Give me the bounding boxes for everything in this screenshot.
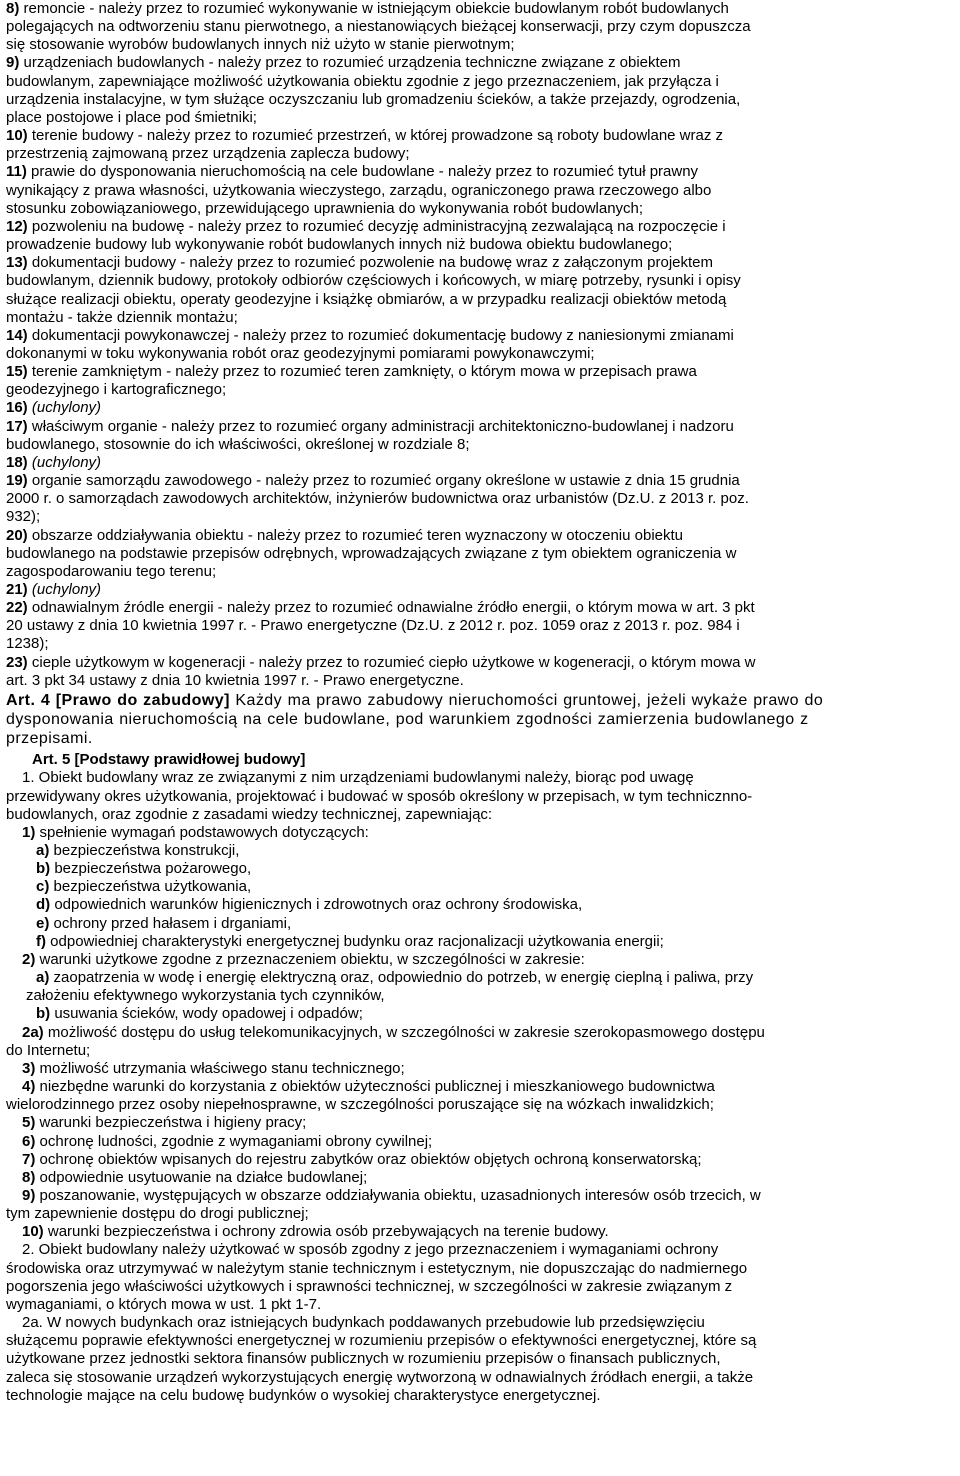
item-text: odpowiednich warunków higienicznych i zdrowotnych oraz ochrony środowiska, [50,896,583,914]
item-text: urządzenia instalacyjne, w tym służące oczyszczaniu lub gromadzeniu ścieków, a także przejazdy, ogrodzenia, [6,90,741,108]
item-text: odpowiednie usytuowanie na działce budowlanej; [35,1168,368,1186]
item-number: d) [36,896,51,914]
item-text: warunki bezpieczeństwa i higieny pracy; [35,1114,307,1132]
art3-line [6,508,952,526]
art5-line [6,896,952,914]
item-number: 10) [6,127,28,145]
item-text: odnawialnym źródle energii - należy przez to rozumieć odnawialne źródło energii, o którym mowa w art. 3 pkt [27,599,755,617]
art5-line [6,1350,952,1368]
art5-line [6,806,952,824]
art3-line [6,635,952,653]
art5-line [6,860,952,878]
item-text: bezpieczeństwa konstrukcji, [49,842,240,859]
item-text: dokumentacji budowy - należy przez to rozumieć pozwolenie na budowę wraz z załączonym projektem [27,254,714,272]
item-text: 1238); [6,635,49,653]
art5-line [6,933,952,951]
art3-line [6,436,952,454]
art5-line [6,1005,952,1023]
item-text: właściwym organie - należy przez to rozumieć organy administracji architektoniczno-budowlanej i nadzoru [27,417,734,435]
item-text: pogorszenia jego właściwości użytkowych i sprawności technicznej, w szczególności w zakresie związanym z [6,1277,733,1295]
art4-text-1: Każdy ma prawo zabudowy nieruchomości gruntowej, jeżeli wykaże prawo do [229,691,824,709]
item-text: służące realizacji obiektu, operaty geodezyjne i książkę obmiarów, a w przypadku realizacji obiektów metodą [6,290,727,308]
art5-line [6,1241,952,1259]
art3-line [6,127,952,145]
item-text: terenie zamkniętym - należy przez to rozumieć teren zamknięty, o którym mowa w przepisach prawa [27,363,697,381]
item-text: budowlanych, oraz zgodnie z zasadami wiedzy technicznej, zapewniając: [6,805,493,823]
art3-line [6,527,952,545]
art3-line [6,36,952,54]
art5-line [6,969,952,987]
item-text: budowlanego na podstawie przepisów odrębnych, wprowadzających związane z tym obiektem ograniczenia w [6,544,737,562]
item-text: technologie mające na celu budowę budynków o wysokiej charakterystyce energetycznej. [6,1386,601,1404]
art5-line [6,1096,952,1114]
item-number: 4) [22,1078,36,1096]
item-number: 23) [6,653,28,671]
item-text: 2a. W nowych budynkach oraz istniejących budynkach poddawanych przebudowie lub przedsięwzięciu [22,1314,705,1332]
item-text: warunki użytkowe zgodne z przeznaczeniem obiektu, w szczególności w zakresie: [35,950,585,968]
item-number: a) [36,969,50,987]
item-text: zagospodarowaniu tego terenu; [6,562,217,580]
art5-line [6,1078,952,1096]
item-text: budowlanym, zapewniające możliwość użytkowania obiektu zgodnie z jego przeznaczeniem, jak przyłącza i [6,72,719,90]
art3-line [6,472,952,490]
art5-line [6,1387,952,1405]
item-number: 11) [6,163,27,181]
item-number: 18) [6,453,28,471]
art5-line [6,824,952,842]
item-text: ochronę obiektów wpisanych do rejestru zabytków oraz obiektów objętych ochroną konserwatorską; [35,1150,702,1168]
item-text: przewidywany okres użytkowania, projektować i budować w sposób określony w przepisach, w tym technicznno- [6,787,753,805]
art5-line [6,1314,952,1332]
art5-line [6,769,952,787]
art3-line [6,454,952,472]
art5-line [6,1369,952,1387]
art5-line [6,1024,952,1042]
item-text: organie samorządu zawodowego - należy przez to rozumieć organy określone w ustawie z dnia 15 grudnia [27,472,740,490]
item-text: możliwość dostępu do usług telekomunikacyjnych, w szczególności w zakresie szerokopasmowego dostępu [43,1023,765,1041]
art3-line [6,345,952,363]
art3-line [6,418,952,436]
item-text: wynikający z prawa własności, użytkowania wieczystego, zarządu, ograniczonego prawa rzeczowego albo [6,181,712,199]
art5-line [6,1332,952,1350]
art5-line [6,878,952,896]
item-text: geodezyjnego i kartograficznego; [6,381,227,399]
item-text: 932); [6,508,41,526]
item-text: 20 ustawy z dnia 10 kwietnia 1997 r. - Prawo energetyczne (Dz.U. z 2012 r. poz. 1059 oraz z 2013 r. poz. 984 i [6,617,740,635]
art3-line [6,363,952,381]
art5-line [6,1278,952,1296]
art3-line [6,163,952,181]
art5-line [6,1114,952,1132]
art3-line [6,200,952,218]
art3-line [6,145,952,163]
item-text: warunki bezpieczeństwa i ochrony zdrowia osób przebywających na terenie budowy. [43,1223,609,1241]
item-text: bezpieczeństwa pożarowego, [50,860,252,878]
art4-line-2: dysponowania nieruchomością na cele budowlane, pod warunkiem zgodności zamierzenia budowlanego z [6,711,809,729]
item-text: 2000 r. o samorządach zawodowych architektów, inżynierów budownictwa oraz urbanistów (Dz.U. z 2013 r. poz. [6,490,749,508]
art5-line [6,951,952,969]
item-text: ochrony przed hałasem i drganiami, [49,914,292,932]
art3-line [6,617,952,635]
item-text: do Internetu; [6,1041,91,1059]
item-number: 22) [6,599,28,617]
item-text: (uchylony) [27,453,102,471]
item-text: terenie budowy - należy przez to rozumieć przestrzeń, w której prowadzone są roboty budowlane wraz z [27,127,724,145]
item-text: obszarze oddziaływania obiektu - należy przez to rozumieć teren wyznaczony w otoczeniu obiektu [27,526,684,544]
item-text: zaopatrzenia w wodę i energię elektryczną oraz, odpowiednio do potrzeb, w energię cieplną i paliwa, przy [49,969,754,987]
item-number: 17) [6,417,28,435]
item-text: budowlanym, dziennik budowy, protokoły odbiorów częściowych i końcowych, w miarę potrzeby, rysunki i opisy [6,272,741,290]
art3-line [6,309,952,327]
item-text: art. 3 pkt 34 ustawy z dnia 10 kwietnia 1997 r. - Prawo energetyczne. [6,671,464,689]
art4-line-1 [6,691,952,710]
art5-line [6,1042,952,1060]
art4-line-3: przepisami. [6,730,93,748]
art3-line [6,272,952,290]
item-text: 2. Obiekt budowlany należy użytkować w sposób zgodny z jego przeznaczeniem i wymaganiami ochrony [22,1241,719,1259]
item-number: 15) [6,363,28,381]
item-text: użytkowane przez jednostki sektora finansów publicznych w rozumieniu przepisów o finansach publicznych, [6,1350,721,1368]
item-number: 21) [6,581,28,598]
item-text: odpowiedniej charakterystyki energetycznej budynku oraz racjonalizacji użytkowania energii; [46,932,664,950]
art3-line [6,254,952,272]
item-text: 1. Obiekt budowlany wraz ze związanymi z nim urządzeniami budowlanymi należy, biorąc pod uwagę [22,769,694,787]
art3-line [6,291,952,309]
art3-line [6,109,952,127]
item-text: środowiska oraz utrzymywać w należytym stanie technicznym i estetycznym, nie dopuszczając do nadmiernego [6,1259,748,1277]
art5-label: Art. 5 [Podstawy prawidłowej budowy] [32,751,306,769]
item-text: usuwania ścieków, wody opadowej i odpadów; [50,1005,363,1023]
art3-line [6,236,952,254]
item-text: place postojowe i place pod śmietniki; [6,108,257,126]
art5-section [6,751,952,1405]
item-number: b) [36,860,51,878]
item-number: 2) [22,950,36,968]
art4-label: Art. 4 [Prawo do zabudowy] [6,691,230,709]
art3-line [6,327,952,345]
item-text: tym zapewnienie dostępu do drogi publicznej; [6,1205,309,1223]
art5-line [6,1223,952,1241]
art5-line [6,915,952,933]
item-number: 9) [6,54,20,72]
art3-line [6,381,952,399]
art3-line [6,672,952,690]
item-text: montażu - także dziennik montażu; [6,308,238,326]
item-text: ochronę ludności, zgodnie z wymaganiami obrony cywilnej; [35,1132,433,1150]
art5-line [6,987,952,1005]
art3-line [6,218,952,236]
art5-line [6,1133,952,1151]
item-text: urządzeniach budowlanych - należy przez to rozumieć urządzenia techniczne związane z obiektem [19,54,681,72]
art5-line [6,842,952,860]
item-text: wielorodzinnego przez osoby niepełnosprawne, w szczególności poruszające się na wózkach inwalidzkich; [6,1096,714,1114]
art3-line [6,599,952,617]
item-number: f) [36,932,46,950]
art5-line [6,1205,952,1223]
art3-line [6,545,952,563]
item-text: się stosowanie wyrobów budowlanych innych niż użyto w stanie pierwotnym; [6,36,515,54]
art3-line [6,399,952,417]
art5-line [6,1169,952,1187]
art3-line [6,54,952,72]
item-text: (uchylony) [27,399,102,417]
art3-line [6,91,952,109]
item-number: 7) [22,1150,36,1168]
item-text: budowlanego, stosownie do ich właściwości, określonej w rozdziale 8; [6,435,470,453]
item-text: poszanowanie, występujących w obszarze oddziaływania obiektu, uzasadnionych interesów osób trzecich, w [35,1186,761,1204]
item-text: dokumentacji powykonawczej - należy przez to rozumieć dokumentację budowy z naniesionymi zmianami [27,326,734,344]
art3-line [6,18,952,36]
art5-line [6,1296,952,1314]
art5-line [6,1260,952,1278]
art5-line [6,1151,952,1169]
item-number: 6) [22,1132,36,1150]
item-text: prowadzenie budowy lub wykonywanie robót budowlanych innych niż budowa obiektu budowlanego; [6,236,673,254]
art3-definitions [6,0,952,690]
item-number: 1) [22,823,36,841]
item-text: (uchylony) [27,581,102,598]
item-text: założeniu efektywnego wykorzystania tych czynników, [26,987,385,1005]
item-number: 2a) [22,1023,44,1041]
item-number: 14) [6,326,28,344]
art5-lines [6,769,952,1404]
item-text: wymaganiami, o których mowa w ust. 1 pkt 1-7. [6,1295,322,1313]
item-number: 13) [6,254,28,272]
item-number: e) [36,914,50,932]
item-text: zaleca się stosowanie urządzeń wykorzystujących energię wytworzoną w odnawialnych źródłach energii, a także [6,1368,754,1386]
art3-line [6,73,952,91]
item-number: 8) [22,1168,36,1186]
item-text: niezbędne warunki do korzystania z obiektów użyteczności publicznej i mieszkaniowego budownictwa [35,1078,715,1096]
item-text: spełnienie wymagań podstawowych dotyczących: [35,823,369,841]
item-text: przestrzenią zajmowaną przez urządzenia zaplecza budowy; [6,145,410,163]
item-number: 12) [6,217,28,235]
item-text: dokonanymi w toku wykonywania robót oraz geodezyjnymi pomiarami powykonawczymi; [6,344,595,362]
item-text: pozwoleniu na budowę - należy przez to rozumieć decyzję administracyjną zezwalającą na rozpoczęcie i [27,217,726,235]
art5-line [6,1187,952,1205]
item-number: 20) [6,526,28,544]
item-text: bezpieczeństwa użytkowania, [49,878,252,896]
art3-line [6,581,952,599]
item-text: polegających na odtworzeniu stanu pierwotnego, a niestanowiących bieżącej konserwacji, przy czym dopuszcza [6,18,751,36]
item-text: cieple użytkowym w kogeneracji - należy przez to rozumieć ciepło użytkowe w kogeneracji, o którym mowa w [27,653,756,671]
item-number: a) [36,842,50,859]
item-text: prawie do dysponowania nieruchomością na cele budowlane - należy przez to rozumieć tytuł prawny [26,163,699,181]
item-text: służącemu poprawie efektywności energetycznej w rozumieniu przepisów o efektywności energetycznej, które są [6,1332,757,1350]
item-text: remoncie - należy przez to rozumieć wykonywanie w istniejącym obiekcie budowlanym robót budowlanych [19,0,729,17]
art4-section [6,691,952,748]
item-number: 5) [22,1114,36,1132]
item-text: możliwość utrzymania właściwego stanu technicznego; [35,1059,405,1077]
item-number: 8) [6,0,20,17]
art3-line [6,563,952,581]
item-number: 10) [22,1223,44,1241]
item-number: 16) [6,399,28,417]
art3-line [6,654,952,672]
item-number: 9) [22,1186,36,1204]
item-number: c) [36,878,50,896]
item-text: stosunku zobowiązaniowego, przewidującego uprawnienia do wykonywania robót budowlanych; [6,199,644,217]
art5-line [6,788,952,806]
item-number: 19) [6,472,28,490]
art3-line [6,182,952,200]
art3-line [6,490,952,508]
item-number: b) [36,1005,51,1023]
item-number: 3) [22,1059,36,1077]
art3-line [6,0,952,18]
art5-line [6,1060,952,1078]
